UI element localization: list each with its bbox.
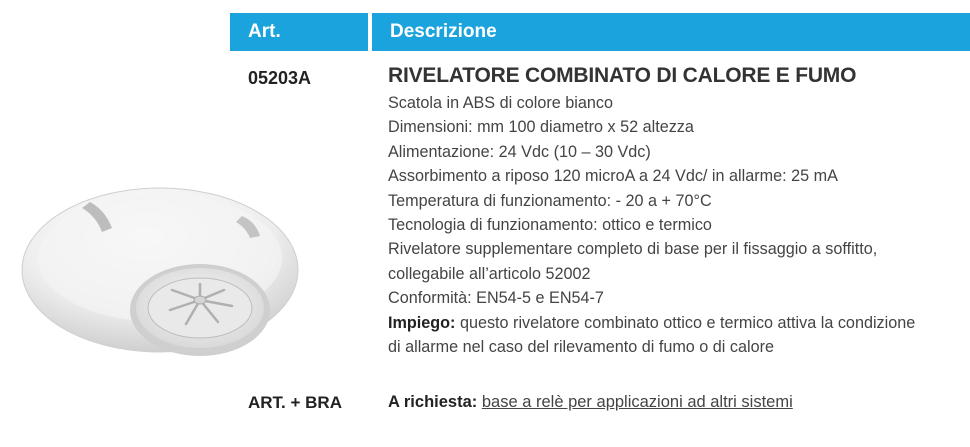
spec-line: Rivelatore supplementare completo di base per il fissaggio a soffitto, xyxy=(388,240,878,259)
table-header xyxy=(230,13,970,51)
usage-label: Impiego: xyxy=(388,313,456,332)
spec-line: Tecnologia di funzionamento: ottico e termico xyxy=(388,216,712,235)
spec-line: Temperatura di funzionamento: - 20 a + 70°C xyxy=(388,191,712,210)
usage-line-2: di allarme nel caso del rilevamento di fumo o di calore xyxy=(388,338,774,357)
header-description: Descrizione xyxy=(372,13,970,51)
product-title: RIVELATORE COMBINATO DI CALORE E FUMO xyxy=(388,64,857,87)
accessory-link[interactable]: base a relè per applicazioni ad altri sistemi xyxy=(481,393,793,411)
spec-line: collegabile all’articolo 52002 xyxy=(388,264,591,283)
spec-line: Scatola in ABS di colore bianco xyxy=(388,94,613,112)
usage-text: questo rivelatore combinato ottico e termico attiva la condizione xyxy=(455,313,916,332)
accessory-description xyxy=(388,393,793,412)
usage-line xyxy=(388,311,968,335)
smoke-detector-icon xyxy=(10,150,310,370)
product-code: 05203A xyxy=(248,68,312,88)
header-art: Art. xyxy=(230,13,368,51)
accessory-label: A richiesta: xyxy=(388,393,478,411)
product-description xyxy=(388,64,968,359)
spec-line: Alimentazione: 24 Vdc (10 – 30 Vdc) xyxy=(388,142,651,161)
spec-line: Dimensioni: mm 100 diametro x 52 altezza xyxy=(388,118,694,137)
spec-line: Conformità: EN54-5 e EN54-7 xyxy=(388,289,604,308)
accessory-code: ART. + BRA xyxy=(248,393,342,412)
spec-line: Assorbimento a riposo 120 microA a 24 Vdc/ in allarme: 25 mA xyxy=(388,167,838,186)
